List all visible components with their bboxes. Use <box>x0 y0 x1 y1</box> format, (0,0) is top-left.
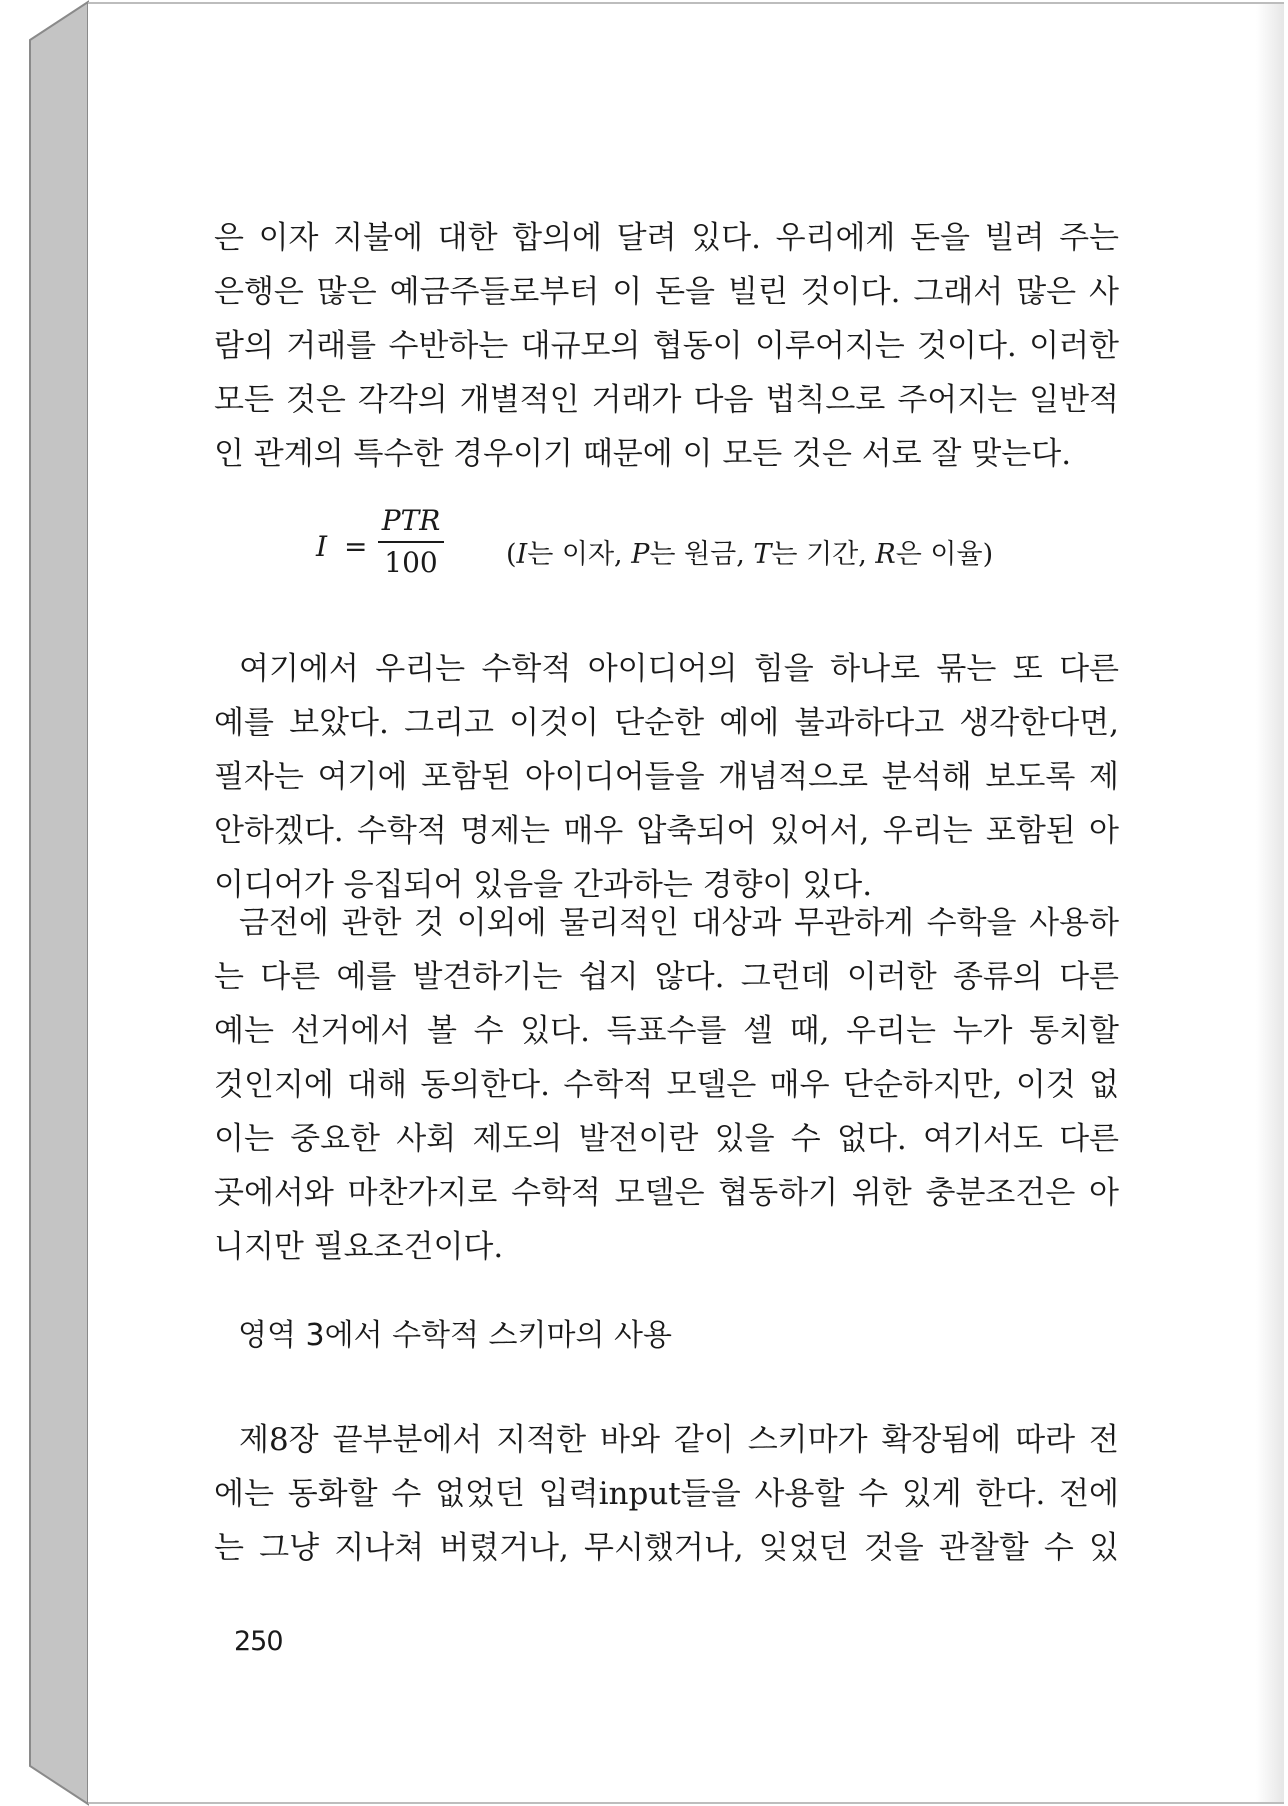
text-line: 여기에서 우리는 수학적 아이디어의 힘을 하나로 묶는 또 다른 <box>239 651 1119 687</box>
text-line: 은행은 많은 예금주들로부터 이 돈을 빌린 것이다. 그래서 많은 사 <box>214 274 1119 310</box>
text-line: 제8장 끝부분에서 지적한 바와 같이 스키마가 확장됨에 따라 전 <box>239 1422 1119 1458</box>
legend-text-r: 은 이율) <box>895 539 994 570</box>
text-line: 에는 동화할 수 없었던 입력input들을 사용할 수 있게 한다. 전에 <box>214 1476 1119 1512</box>
text-line: 은 이자 지불에 대한 합의에 달려 있다. 우리에게 돈을 빌려 주는 <box>214 220 1119 256</box>
text-line: 니지만 필요조건이다. <box>214 1229 504 1265</box>
text-line: 필자는 여기에 포함된 아이디어들을 개념적으로 분석해 보도록 제 <box>214 759 1119 795</box>
legend-var-r: R <box>875 539 896 570</box>
text-line: 는 다른 예를 발견하기는 쉽지 않다. 그런데 이러한 종류의 다른 <box>214 959 1119 995</box>
text-line: 것인지에 대해 동의한다. 수학적 모델은 매우 단순하지만, 이것 없 <box>214 1067 1119 1103</box>
interest-formula <box>316 502 1116 582</box>
fraction-bar <box>378 541 444 543</box>
legend-var-i: I <box>516 539 528 570</box>
paragraph-2 <box>214 642 1119 912</box>
formula-fraction <box>376 504 446 580</box>
text-line: 람의 거래를 수반하는 대규모의 협동이 이루어지는 것이다. 이러한 <box>214 328 1119 364</box>
legend-text-i: 는 이자, <box>527 539 632 570</box>
text-line: 금전에 관한 것 이외에 물리적인 대상과 무관하게 수학을 사용하 <box>239 905 1119 941</box>
legend-text-t: 는 기간, <box>771 539 876 570</box>
page-number: 250 <box>234 1626 283 1657</box>
legend-open: ( <box>506 539 517 570</box>
text-line: 안하겠다. 수학적 명제는 매우 압축되어 있어서, 우리는 포함된 아 <box>214 813 1119 849</box>
legend-var-p: P <box>631 539 650 570</box>
legend-text-p: 는 원금, <box>649 539 754 570</box>
paragraph-4 <box>214 1413 1119 1575</box>
formula-legend <box>506 532 993 571</box>
text-line: 예를 보았다. 그리고 이것이 단순한 예에 불과하다고 생각한다면, <box>214 705 1119 741</box>
text-line: 모든 것은 각각의 개별적인 거래가 다음 법칙으로 주어지는 일반적 <box>214 382 1119 418</box>
legend-var-t: T <box>753 539 772 570</box>
formula-equals: = <box>344 530 368 563</box>
formula-denominator: 100 <box>384 546 438 579</box>
paragraph-1 <box>214 211 1119 481</box>
paragraph-3 <box>214 896 1119 1274</box>
formula-numerator: PTR <box>381 504 441 537</box>
spine-face <box>30 2 88 1804</box>
formula-lhs: I <box>316 530 328 563</box>
text-line: 는 그냥 지나쳐 버렸거나, 무시했거나, 잊었던 것을 관찰할 수 있 <box>214 1530 1119 1566</box>
text-line: 곳에서와 마찬가지로 수학적 모델은 협동하기 위한 충분조건은 아 <box>214 1175 1119 1211</box>
text-line: 이는 중요한 사회 제도의 발전이란 있을 수 없다. 여기서도 다른 <box>214 1121 1119 1157</box>
text-line: 이디어가 응집되어 있음을 간과하는 경향이 있다. <box>214 867 873 903</box>
section-heading: 영역 3에서 수학적 스키마의 사용 <box>238 1318 672 1353</box>
text-line: 예는 선거에서 볼 수 있다. 득표수를 셀 때, 우리는 누가 통치할 <box>214 1013 1119 1049</box>
text-line: 인 관계의 특수한 경우이기 때문에 이 모든 것은 서로 잘 맞는다. <box>214 436 1072 472</box>
